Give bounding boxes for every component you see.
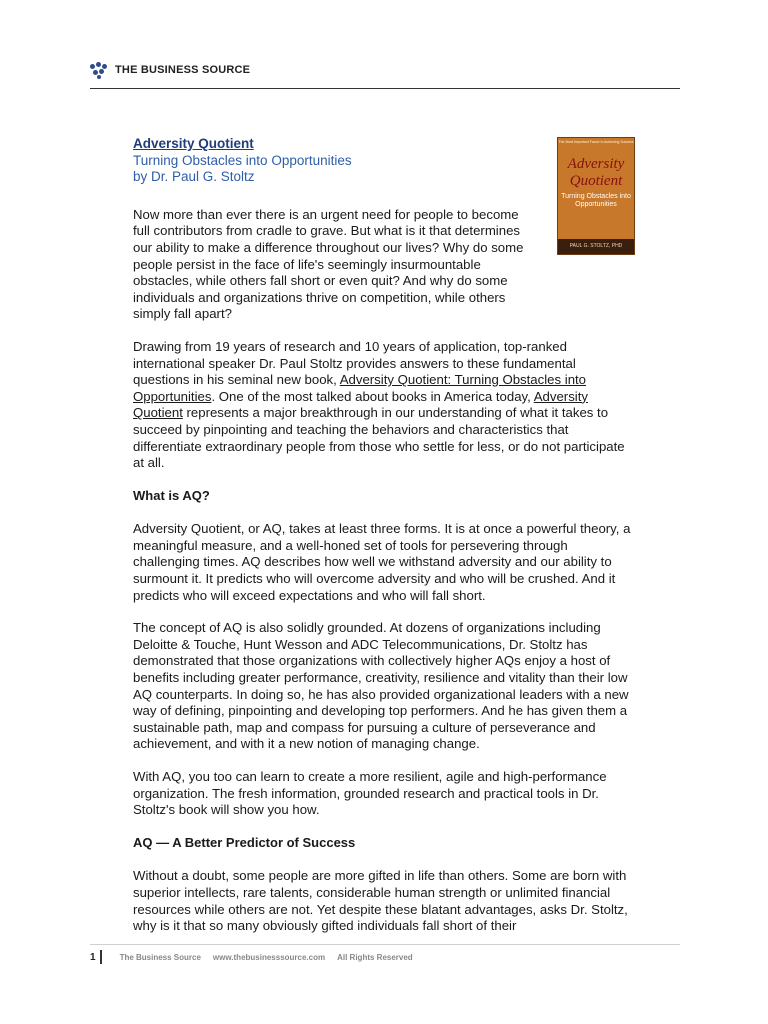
aq-paragraph-3: With AQ, you too can learn to create a more resilient, agile and high-performance organization. The fresh information, grounded research and practical tools in Dr. Stoltz's book will show you how.: [133, 769, 607, 818]
book-link-short-title[interactable]: Adversity Quotient: [133, 388, 588, 421]
intro-paragraph-2: Drawing from 19 years of research and 10 years of application, top-ranked international speaker Dr. Paul Stoltz provides answers to these fundamental questions in his seminal new book, Adversity Quotient: Turning Obstacles into Opportunities. One of the most talked about books in America today, Adversity Quotient represents a major breakthrough in our understanding of what it takes to succeed by pinpointing and teaching the behaviors and characteristics that differentiate extraordinary people from those who settle for less, or do not participate at all.: [133, 338, 625, 471]
heading-better-predictor: AQ — A Better Predictor of Success: [133, 834, 356, 850]
footer-rights: All Rights Reserved: [337, 952, 413, 962]
book-cover-title-line1: Adversity: [567, 156, 625, 172]
page-header: [90, 62, 250, 78]
footer-website[interactable]: www.thebusinesssource.com: [212, 952, 326, 962]
page-footer: [90, 950, 425, 964]
heading-what-is-aq: What is AQ?: [133, 487, 210, 503]
footer-divider: [90, 944, 680, 945]
book-title-link[interactable]: Adversity Quotient: [133, 136, 254, 151]
book-subtitle: Turning Obstacles into Opportunities: [133, 152, 352, 168]
footer-company: The Business Source: [119, 952, 201, 962]
footer-separator: [100, 950, 102, 964]
aq-paragraph-1: Adversity Quotient, or AQ, takes at least three forms. It is at once a powerful theory, a meaningful measure, and a well-honed set of tools for persevering through challenging times. AQ describes how well we withstand adversity and our ability to surmount it. It predicts who will overcome adversity and who will be crushed. And it predicts who will exceed expectations and who will fall short.: [133, 521, 631, 603]
predictor-paragraph-1: Without a doubt, some people are more gifted in life than others. Some are born with superior intellects, rare talents, considerable human strength or unlimited financial resources while others are not. Yet despite these blatant advantages, asks Dr. Stoltz, why is it that so many obviously gifted individuals fall short of their: [133, 868, 628, 934]
header-divider: [90, 88, 680, 89]
book-link-full-title[interactable]: Adversity Quotient: Turning Obstacles into Opportunities: [133, 372, 587, 404]
book-author: by Dr. Paul G. Stoltz: [133, 169, 255, 185]
document-body: [133, 136, 633, 951]
book-cover-tagline: The Most Important Factor in Achieving Success: [558, 140, 634, 144]
intro-paragraph-1: Now more than ever there is an urgent need for people to become full contributors from cradle to grave. But what is it that determines our ability to make a difference throughout our lives? Why do some people persist in the face of life's seemingly insurmountable obstacles, while others fall short or even quit? And why do some individuals and organizations thrive on competition, while others simply fall apart?: [133, 206, 524, 322]
dots-cluster-icon: [90, 62, 110, 78]
book-cover-subtitle: Turning Obstacles into Opportunities: [561, 193, 631, 208]
brand-name: THE BUSINESS SOURCE: [115, 64, 251, 76]
page-number: 1: [90, 951, 96, 963]
book-cover-title-line2: Quotient: [569, 173, 623, 189]
aq-paragraph-2: The concept of AQ is also solidly grounded. At dozens of organizations including Deloitte & Touche, Hunt Wesson and ADC Telecommunications, Dr. Stoltz has demonstrated that those organizations with collectively higher AQs enjoy a host of benefits including greater performance, creativity, resilience and vitality than their low AQ counterparts. In doing so, he has also provided organizational leaders with a new way of defining, pinpointing and developing top performers. And he has given them a sustainable path, map and compass for pursuing a culture of perseverance and achievement, and with it a new notion of managing change.: [133, 620, 629, 752]
book-cover-author: PAUL G. STOLTZ, PHD: [558, 239, 634, 254]
